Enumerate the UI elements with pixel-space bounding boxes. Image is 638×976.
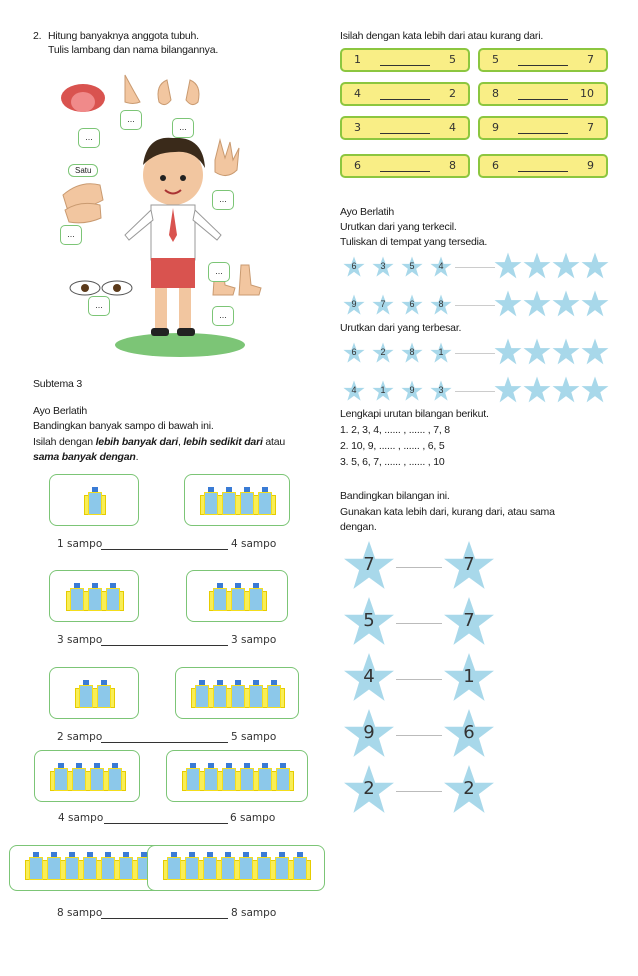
shampoo-bottle-icon	[54, 763, 68, 791]
body-answer-box-8[interactable]: ...	[212, 306, 234, 326]
sampo-box	[34, 750, 140, 802]
big-star-left	[342, 596, 396, 648]
shampoo-bottle-icon	[213, 680, 227, 708]
number-star	[401, 256, 423, 278]
answer-line[interactable]	[380, 99, 430, 100]
big-star-number: 2	[363, 778, 375, 799]
instr2-c: ,	[177, 436, 184, 448]
compare-number-right: 7	[587, 121, 594, 134]
answer-line[interactable]	[396, 623, 442, 624]
star-number: 9	[351, 299, 357, 309]
sampo-answer-line[interactable]	[101, 742, 228, 743]
sequence-1: 1. 2, 3, 4, ...... , ...... , 7, 8	[340, 424, 450, 436]
number-star	[372, 380, 394, 402]
compare-number-left: 8	[492, 87, 499, 100]
sampo-box	[49, 570, 139, 622]
compare-box[interactable]	[340, 116, 470, 140]
answer-line[interactable]	[380, 171, 430, 172]
instr3-b: .	[135, 451, 139, 463]
gunakan-line1: Gunakan kata lebih dari, kurang dari, atau sama	[340, 506, 555, 518]
shampoo-bottle-icon	[195, 680, 209, 708]
shampoo-bottle-icon	[65, 852, 79, 880]
empty-star[interactable]	[581, 290, 609, 318]
sampo-label-left: 1 sampo	[57, 538, 103, 550]
compare-box[interactable]	[478, 82, 608, 106]
empty-star[interactable]	[523, 252, 551, 280]
number-star	[430, 294, 452, 316]
subtema-heading: Subtema 3	[33, 378, 82, 390]
connector-line	[455, 305, 495, 306]
empty-star[interactable]	[494, 252, 522, 280]
shampoo-bottle-icon	[231, 680, 245, 708]
sampo-answer-line[interactable]	[101, 918, 228, 919]
answer-line[interactable]	[380, 133, 430, 134]
compare-number-right: 8	[449, 159, 456, 172]
compare-number-left: 9	[492, 121, 499, 134]
number-star	[343, 342, 365, 364]
sampo-box	[147, 845, 325, 891]
sampo-label-right: 8 sampo	[231, 907, 277, 919]
empty-star[interactable]	[552, 376, 580, 404]
sampo-label-right: 6 sampo	[230, 812, 276, 824]
star-number: 4	[438, 261, 444, 271]
connector-line	[455, 391, 495, 392]
shampoo-bottle-icon	[213, 583, 227, 611]
big-star-number: 2	[463, 778, 475, 799]
shampoo-bottle-icon	[204, 763, 218, 791]
shampoo-bottle-icon	[257, 852, 271, 880]
urut-besar: Urutkan dari yang terbesar.	[340, 322, 462, 334]
sampo-label-left: 4 sampo	[58, 812, 104, 824]
sampo-box	[49, 474, 139, 526]
compare-number-left: 3	[354, 121, 361, 134]
shampoo-bottle-icon	[83, 852, 97, 880]
compare-box[interactable]	[340, 154, 470, 178]
empty-star[interactable]	[523, 376, 551, 404]
sampo-label-right: 3 sampo	[231, 634, 277, 646]
tulis-tersedia: Tuliskan di tempat yang tersedia.	[340, 236, 488, 248]
answer-line[interactable]	[396, 567, 442, 568]
answer-line[interactable]	[518, 99, 568, 100]
number-star	[343, 256, 365, 278]
compare-number-left: 1	[354, 53, 361, 66]
star-number: 8	[409, 347, 415, 357]
q2-line1: Hitung banyaknya anggota tubuh.	[48, 30, 199, 42]
shampoo-bottle-icon	[108, 763, 122, 791]
big-star-left	[342, 764, 396, 816]
star-number: 6	[351, 261, 357, 271]
number-star	[401, 380, 423, 402]
sampo-label-right: 5 sampo	[231, 731, 277, 743]
compare-box[interactable]	[340, 82, 470, 106]
star-number: 2	[380, 347, 386, 357]
number-star	[343, 294, 365, 316]
big-star-right	[442, 596, 496, 648]
answer-line[interactable]	[518, 171, 568, 172]
star-number: 6	[351, 347, 357, 357]
sampo-box	[166, 750, 308, 802]
shampoo-bottle-icon	[276, 763, 290, 791]
empty-star[interactable]	[552, 252, 580, 280]
answer-line[interactable]	[396, 735, 442, 736]
number-star	[372, 342, 394, 364]
empty-star[interactable]	[581, 252, 609, 280]
urut-kecil: Urutkan dari yang terkecil.	[340, 221, 457, 233]
big-star-number: 7	[463, 554, 475, 575]
shampoo-bottle-icon	[258, 763, 272, 791]
shampoo-bottle-icon	[72, 763, 86, 791]
sampo-answer-line[interactable]	[101, 549, 228, 550]
instr2-d: lebih sedikit dari	[183, 436, 263, 448]
number-star	[401, 294, 423, 316]
empty-star[interactable]	[523, 290, 551, 318]
compare-title: Isilah dengan kata lebih dari atau kurang dari.	[340, 30, 544, 42]
shampoo-bottle-icon	[204, 487, 218, 515]
ayo-berlatih-left: Ayo Berlatih	[33, 405, 88, 417]
big-star-right	[442, 652, 496, 704]
big-star-number: 6	[463, 722, 475, 743]
number-star	[372, 256, 394, 278]
sampo-box	[49, 667, 139, 719]
shampoo-bottle-icon	[222, 487, 236, 515]
shampoo-bottle-icon	[267, 680, 281, 708]
empty-star[interactable]	[494, 376, 522, 404]
shampoo-bottle-icon	[88, 487, 102, 515]
number-star	[372, 294, 394, 316]
number-star	[401, 342, 423, 364]
bandingkan-heading: Bandingkan bilangan ini.	[340, 490, 450, 502]
star-number: 5	[409, 261, 415, 271]
big-star-number: 4	[363, 666, 375, 687]
star-number: 8	[438, 299, 444, 309]
lengkapi-heading: Lengkapi urutan bilangan berikut.	[340, 408, 489, 420]
sampo-answer-line[interactable]	[104, 823, 228, 824]
number-star	[430, 380, 452, 402]
sampo-box	[175, 667, 299, 719]
connector-line	[455, 353, 495, 354]
shampoo-bottle-icon	[240, 487, 254, 515]
answer-line[interactable]	[396, 679, 442, 680]
gunakan-line2: dengan.	[340, 521, 377, 533]
answer-line[interactable]	[518, 65, 568, 66]
compare-number-left: 6	[354, 159, 361, 172]
shampoo-bottle-icon	[70, 583, 84, 611]
shampoo-bottle-icon	[239, 852, 253, 880]
instruction-line3	[33, 451, 138, 464]
compare-box[interactable]	[478, 116, 608, 140]
number-star	[430, 256, 452, 278]
big-star-left	[342, 540, 396, 592]
shampoo-bottle-icon	[101, 852, 115, 880]
sampo-box	[186, 570, 288, 622]
star-number: 1	[380, 385, 386, 395]
compare-number-right: 7	[587, 53, 594, 66]
empty-star[interactable]	[581, 338, 609, 366]
shampoo-bottle-icon	[185, 852, 199, 880]
empty-star[interactable]	[523, 338, 551, 366]
star-number: 3	[380, 261, 386, 271]
compare-number-right: 2	[449, 87, 456, 100]
satu-label: Satu	[68, 164, 98, 177]
shampoo-bottle-icon	[240, 763, 254, 791]
sequence-3: 3. 5, 6, 7, ...... , ...... , 10	[340, 456, 445, 468]
compare-number-right: 5	[449, 53, 456, 66]
shampoo-bottle-icon	[293, 852, 307, 880]
shampoo-bottle-icon	[167, 852, 181, 880]
sampo-box	[184, 474, 290, 526]
compare-box[interactable]	[340, 48, 470, 72]
shampoo-bottle-icon	[106, 583, 120, 611]
big-star-right	[442, 764, 496, 816]
shampoo-bottle-icon	[47, 852, 61, 880]
shampoo-bottle-icon	[231, 583, 245, 611]
body-answer-box-4[interactable]: ...	[212, 190, 234, 210]
empty-star[interactable]	[581, 376, 609, 404]
shampoo-bottle-icon	[249, 583, 263, 611]
body-answer-box-5[interactable]: ...	[60, 225, 82, 245]
shampoo-bottle-icon	[186, 763, 200, 791]
compare-box[interactable]	[478, 154, 608, 178]
shampoo-bottle-icon	[275, 852, 289, 880]
compare-number-right: 9	[587, 159, 594, 172]
star-number: 4	[351, 385, 357, 395]
q2-number: 2.	[33, 30, 42, 42]
sequence-2: 2. 10, 9, ...... , ...... , 6, 5	[340, 440, 445, 452]
connector-line	[455, 267, 495, 268]
instr3-a: sama banyak dengan	[33, 451, 136, 463]
sampo-answer-line[interactable]	[101, 645, 228, 646]
big-star-right	[442, 708, 496, 760]
compare-box[interactable]	[478, 48, 608, 72]
body-answer-box-7[interactable]: ...	[88, 296, 110, 316]
number-star	[430, 342, 452, 364]
big-star-number: 5	[363, 610, 375, 631]
sampo-label-right: 4 sampo	[231, 538, 277, 550]
answer-line[interactable]	[396, 791, 442, 792]
instruction-line1: Bandingkan banyak sampo di bawah ini.	[33, 420, 214, 432]
number-star	[343, 380, 365, 402]
compare-number-right: 4	[449, 121, 456, 134]
compare-number-right: 10	[580, 87, 594, 100]
shampoo-bottle-icon	[222, 763, 236, 791]
answer-line[interactable]	[380, 65, 430, 66]
big-star-number: 1	[463, 666, 475, 687]
empty-star[interactable]	[552, 290, 580, 318]
sampo-label-left: 2 sampo	[57, 731, 103, 743]
compare-number-left: 4	[354, 87, 361, 100]
compare-number-left: 6	[492, 159, 499, 172]
star-number: 3	[438, 385, 444, 395]
shampoo-bottle-icon	[258, 487, 272, 515]
empty-star[interactable]	[494, 290, 522, 318]
big-star-right	[442, 540, 496, 592]
sampo-label-left: 8 sampo	[57, 907, 103, 919]
shampoo-bottle-icon	[97, 680, 111, 708]
shampoo-bottle-icon	[90, 763, 104, 791]
instruction-line2	[33, 436, 285, 449]
shampoo-bottle-icon	[29, 852, 43, 880]
sampo-label-left: 3 sampo	[57, 634, 103, 646]
star-number: 1	[438, 347, 444, 357]
shampoo-bottle-icon	[88, 583, 102, 611]
star-number: 7	[380, 299, 386, 309]
shampoo-bottle-icon	[249, 680, 263, 708]
body-answer-box-6[interactable]: ...	[208, 262, 230, 282]
body-answer-box-1[interactable]: ...	[78, 128, 100, 148]
instr2-e: atau	[262, 436, 286, 448]
q2-line2: Tulis lambang dan nama bilangannya.	[48, 44, 219, 56]
instr2-b: lebih banyak dari	[95, 436, 178, 448]
ayo-berlatih-right: Ayo Berlatih	[340, 206, 395, 218]
body-answer-box-3[interactable]: ...	[172, 118, 194, 138]
big-star-number: 7	[363, 554, 375, 575]
star-number: 6	[409, 299, 415, 309]
empty-star[interactable]	[494, 338, 522, 366]
star-number: 9	[409, 385, 415, 395]
compare-number-left: 5	[492, 53, 499, 66]
body-answer-box-2[interactable]: ...	[120, 110, 142, 130]
instr2-a: Isilah dengan	[33, 436, 96, 448]
big-star-number: 7	[463, 610, 475, 631]
shampoo-bottle-icon	[221, 852, 235, 880]
empty-star[interactable]	[552, 338, 580, 366]
shampoo-bottle-icon	[203, 852, 217, 880]
big-star-left	[342, 652, 396, 704]
big-star-number: 9	[363, 722, 375, 743]
shampoo-bottle-icon	[79, 680, 93, 708]
big-star-left	[342, 708, 396, 760]
answer-line[interactable]	[518, 133, 568, 134]
shampoo-bottle-icon	[119, 852, 133, 880]
